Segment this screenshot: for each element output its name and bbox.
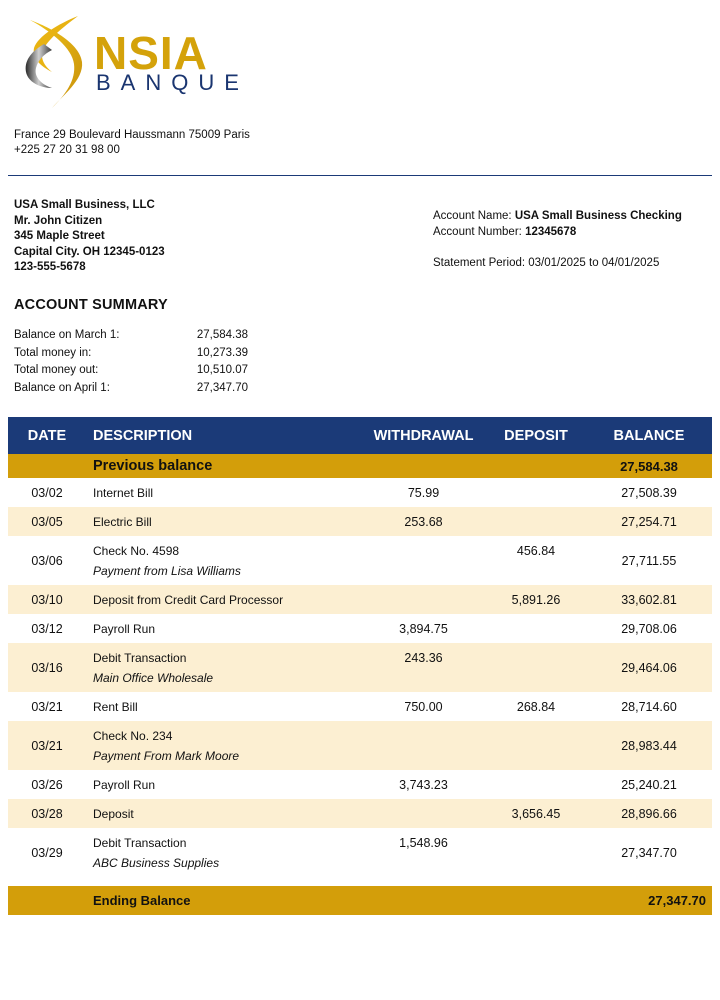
row-withdrawal: 750.00 — [404, 699, 443, 714]
statement-period: Statement Period: 03/01/2025 to 04/01/2025 — [433, 257, 660, 269]
row-description-main: Internet Bill — [93, 485, 154, 500]
row-description-sub: Main Office Wholesale — [93, 670, 214, 685]
account-number-value: 12345678 — [525, 226, 577, 238]
account-number-line — [433, 224, 682, 240]
row-deposit: 456.84 — [516, 544, 556, 558]
ending-balance-label: Ending Balance — [93, 893, 191, 908]
account-name-value: USA Small Business Checking — [514, 210, 682, 222]
row-description-main: Debit Transaction — [93, 650, 187, 665]
customer-phone: 123-555-5678 — [14, 261, 86, 273]
row-date: 03/10 — [31, 592, 63, 607]
table-header — [8, 417, 712, 454]
row-description — [86, 512, 361, 532]
row-description — [86, 590, 361, 610]
row-description-main: Check No. 234 — [93, 728, 173, 743]
row-description-main: Rent Bill — [93, 699, 138, 714]
table-row — [8, 614, 712, 643]
customer-city: Capital City. OH 12345-0123 — [14, 245, 165, 258]
logo-nsia-text: NSIA — [94, 27, 208, 79]
row-withdrawal: 253.68 — [404, 514, 443, 529]
row-date: 03/28 — [31, 806, 63, 821]
row-balance: 27,347.70 — [621, 845, 677, 860]
previous-balance-label: Previous balance — [93, 458, 213, 474]
row-date: 03/06 — [31, 553, 63, 568]
table-row — [8, 507, 712, 536]
table-row — [8, 643, 712, 692]
header-divider — [8, 175, 712, 176]
row-description — [86, 833, 361, 873]
table-row — [8, 536, 712, 585]
customer-contact: Mr. John Citizen — [14, 214, 103, 227]
row-date: 03/05 — [31, 514, 63, 529]
table-row — [8, 585, 712, 614]
row-description — [86, 726, 361, 766]
row-description — [86, 804, 361, 824]
row-date: 03/21 — [31, 738, 63, 753]
summary-value: 10,510.07 — [196, 364, 248, 376]
row-date: 03/02 — [31, 485, 63, 500]
row-date: 03/21 — [31, 699, 63, 714]
table-row — [8, 478, 712, 507]
row-description — [86, 541, 361, 581]
summary-label: Total money out: — [14, 364, 99, 376]
row-balance: 33,602.81 — [621, 592, 677, 607]
row-balance: 27,711.55 — [621, 553, 677, 568]
row-withdrawal — [361, 721, 486, 729]
row-balance: 27,254.71 — [621, 514, 677, 529]
row-description-main: Debit Transaction — [93, 835, 187, 850]
row-description — [86, 775, 361, 795]
row-date: 03/16 — [31, 660, 63, 675]
row-withdrawal: 75.99 — [407, 485, 440, 500]
logo-banque-text: BANQUE — [96, 70, 249, 95]
bank-phone: +225 27 20 31 98 00 — [14, 144, 120, 156]
row-description-sub: Payment from Lisa Williams — [93, 563, 241, 578]
row-description-main: Deposit — [93, 806, 134, 821]
row-deposit — [486, 828, 586, 836]
summary-row — [14, 345, 248, 363]
row-description — [86, 483, 361, 503]
row-description-main: Payroll Run — [93, 777, 156, 792]
customer-street: 345 Maple Street — [14, 230, 105, 242]
row-balance: 27,508.39 — [621, 485, 677, 500]
header-date: DATE — [27, 427, 67, 444]
account-info-block — [433, 208, 682, 271]
header-balance: BALANCE — [613, 427, 685, 444]
table-row — [8, 828, 712, 877]
summary-label: Balance on April 1: — [14, 381, 110, 394]
row-deposit — [486, 721, 586, 729]
table-row — [8, 799, 712, 828]
table-row — [8, 770, 712, 799]
summary-value: 10,273.39 — [196, 346, 248, 359]
table-row — [8, 692, 712, 721]
table-row — [8, 721, 712, 770]
row-withdrawal — [361, 536, 486, 544]
row-description-sub: ABC Business Supplies — [93, 855, 220, 870]
row-description-main: Deposit from Credit Card Processor — [93, 592, 284, 607]
transaction-table — [8, 417, 712, 877]
summary-label: Total money in: — [14, 346, 92, 359]
row-date: 03/12 — [31, 621, 63, 636]
row-description-sub: Payment From Mark Moore — [93, 748, 240, 763]
row-description — [86, 619, 361, 639]
transaction-rows — [8, 478, 712, 877]
row-date: 03/26 — [31, 777, 63, 792]
account-name-line — [433, 208, 682, 224]
row-balance: 29,464.06 — [621, 660, 677, 675]
customer-address-block — [14, 198, 165, 276]
ending-balance-value: 27,347.70 — [648, 893, 706, 908]
row-description — [86, 648, 361, 688]
row-withdrawal: 3,894.75 — [399, 621, 448, 636]
ending-balance-row — [8, 886, 712, 915]
bank-logo — [22, 14, 252, 110]
summary-row — [14, 362, 248, 380]
row-date: 03/29 — [31, 845, 63, 860]
row-description-main: Electric Bill — [93, 514, 152, 529]
row-withdrawal: 243.36 — [404, 651, 443, 665]
row-deposit: 3,656.45 — [511, 806, 561, 821]
row-withdrawal: 1,548.96 — [399, 836, 448, 850]
summary-row — [14, 327, 248, 345]
summary-row — [14, 380, 248, 398]
header-withdrawal: WITHDRAWAL — [373, 427, 474, 444]
header-description: DESCRIPTION — [93, 427, 193, 444]
row-balance: 28,714.60 — [621, 699, 677, 714]
nsia-swoosh-icon — [22, 14, 92, 110]
row-balance: 28,896.66 — [621, 806, 677, 821]
previous-balance-row — [8, 454, 712, 478]
row-balance: 28,983.44 — [621, 738, 677, 753]
row-description-main: Payroll Run — [93, 621, 156, 636]
summary-value: 27,347.70 — [196, 381, 248, 394]
account-name-label: Account Name: — [433, 210, 512, 222]
bank-address: France 29 Boulevard Haussmann 75009 Paris — [14, 129, 250, 141]
account-summary — [14, 327, 248, 397]
customer-company: USA Small Business, LLC — [14, 199, 155, 211]
previous-balance-value: 27,584.38 — [620, 458, 678, 474]
row-deposit: 268.84 — [516, 699, 556, 714]
row-description-main: Check No. 4598 — [93, 543, 180, 558]
bank-address-block — [14, 128, 250, 158]
row-balance: 29,708.06 — [621, 621, 677, 636]
row-description — [86, 697, 361, 717]
account-number-label: Account Number: — [433, 226, 522, 238]
header-deposit: DEPOSIT — [504, 427, 568, 444]
row-balance: 25,240.21 — [621, 777, 677, 792]
summary-title: ACCOUNT SUMMARY — [14, 297, 168, 313]
row-deposit — [486, 643, 586, 651]
row-deposit: 5,891.26 — [511, 592, 561, 607]
summary-label: Balance on March 1: — [14, 329, 120, 341]
summary-value: 27,584.38 — [196, 329, 248, 341]
row-withdrawal: 3,743.23 — [399, 777, 448, 792]
